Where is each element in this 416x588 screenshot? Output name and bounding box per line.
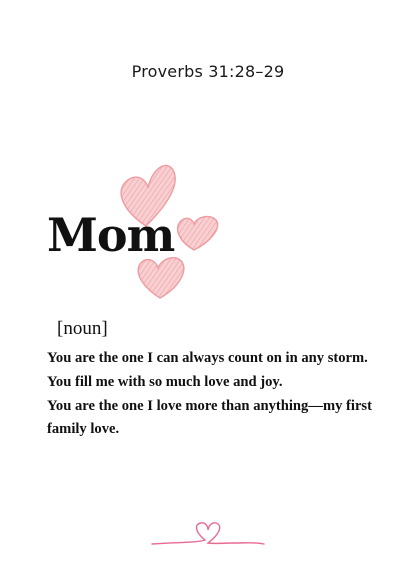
definition-line: You fill me with so much love and joy.: [47, 373, 283, 390]
definition: [47, 347, 377, 442]
scripture-reference: Proverbs 31:28–29: [131, 62, 285, 81]
heart-icon: [178, 217, 218, 250]
heart-icon: [138, 258, 184, 298]
heart-line-ornament-icon: [150, 518, 266, 554]
definition-line: You are the one I love more than anything—my first family love.: [47, 397, 372, 438]
title: Mom: [47, 208, 175, 262]
definition-line: You are the one I can always count on in any storm.: [47, 350, 368, 366]
part-of-speech: [noun]: [57, 318, 108, 339]
